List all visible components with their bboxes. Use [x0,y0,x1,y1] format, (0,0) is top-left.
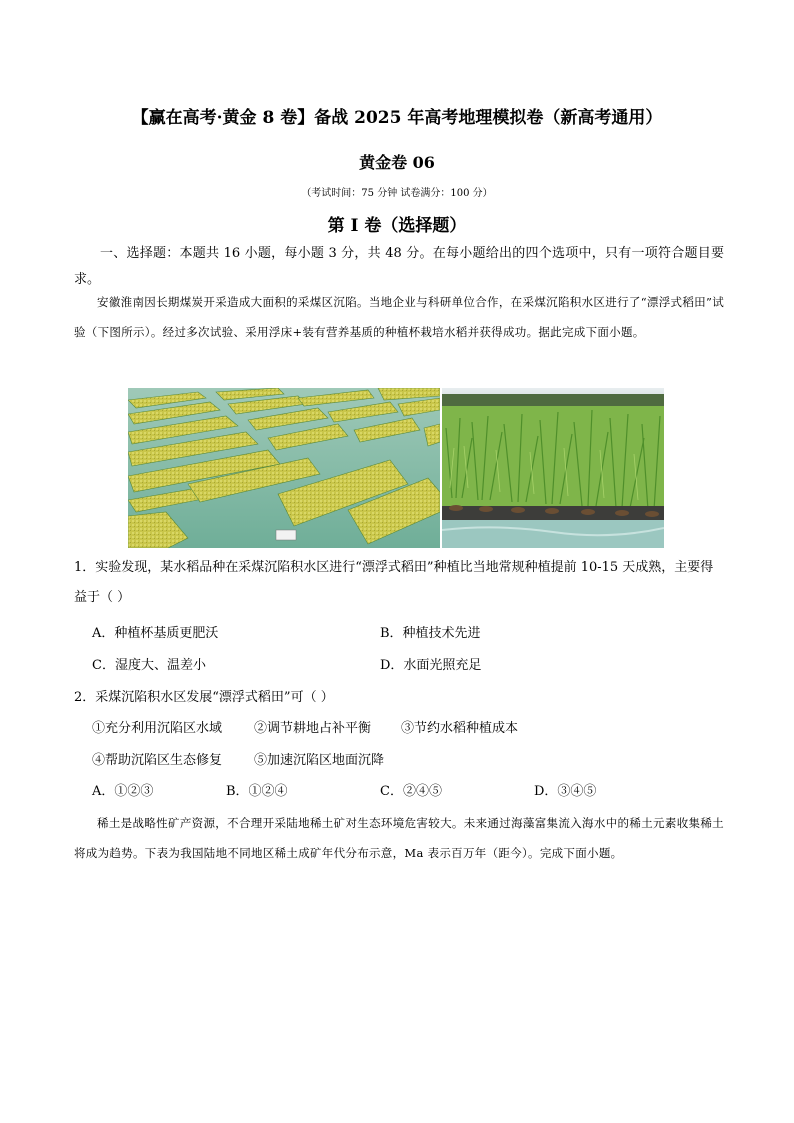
question-2-option-d[interactable]: D．③④⑤ [534,784,597,799]
floating-rice-field-photo [128,388,440,548]
question-1-option-b[interactable]: B．种植技术先进 [380,626,481,641]
exam-info: （考试时间：75 分钟 试卷满分：100 分） [301,188,493,199]
question-2-statement-1: ①充分利用沉陷区水域 [92,721,223,736]
section-title: 第 I 卷（选择题） [327,216,467,236]
question-1-option-c[interactable]: C．湿度大、温差小 [92,658,206,673]
question-2-option-b[interactable]: B．①②④ [226,784,288,799]
question-2-statement-2: ②调节耕地占补平衡 [254,721,372,736]
passage-floating-rice: 安徽淮南因长期煤炭开采造成大面积的采煤区沉陷。当地企业与科研单位合作，在采煤沉陷积水区进行了“漂浮式稻田”试验（下图所示）。经过多次试验、采用浮床+装有营养基质的种植杯栽培水稻并获得成功。据此完成下面小题。 [74,295,724,339]
passage-rare-earth: 稀土是战略性矿产资源，不合理开采陆地稀土矿对生态环境危害较大。未来通过海藻富集流入海水中的稀土元素收集稀土将成为趋势。下表为我国陆地不同地区稀土成矿年代分布示意，Ma 表示百万年（距今）。完成下面小题。 [74,816,724,860]
question-2-statement-3: ③节约水稻种植成本 [401,721,519,736]
question-2-option-c[interactable]: C．②④⑤ [380,784,442,799]
main-title: 【赢在高考·黄金 8 卷】备战 2025 年高考地理模拟卷（新高考通用） [131,108,663,128]
sub-title: 黄金卷 06 [359,153,435,172]
question-1-option-d[interactable]: D．水面光照充足 [380,658,482,673]
rice-cup-closeup-photo [442,388,664,548]
question-2-statement-5: ⑤加速沉陷区地面沉降 [254,753,385,768]
question-1-stem: 1．实验发现，某水稻品种在采煤沉陷积水区进行“漂浮式稻田”种植比当地常规种植提前 10-15 天成熟，主要得益于（ ） [74,560,714,605]
question-2-statement-4: ④帮助沉陷区生态修复 [92,753,223,768]
question-2-option-a[interactable]: A．①②③ [92,784,154,799]
section-instructions: 一、选择题：本题共 16 小题，每小题 3 分，共 48 分。在每小题给出的四个选项中，只有一项符合题目要求。 [74,246,724,287]
question-2-stem: 2．采煤沉陷积水区发展“漂浮式稻田”可（ ） [74,690,334,705]
question-1-option-a[interactable]: A．种植杯基质更肥沃 [92,626,219,641]
